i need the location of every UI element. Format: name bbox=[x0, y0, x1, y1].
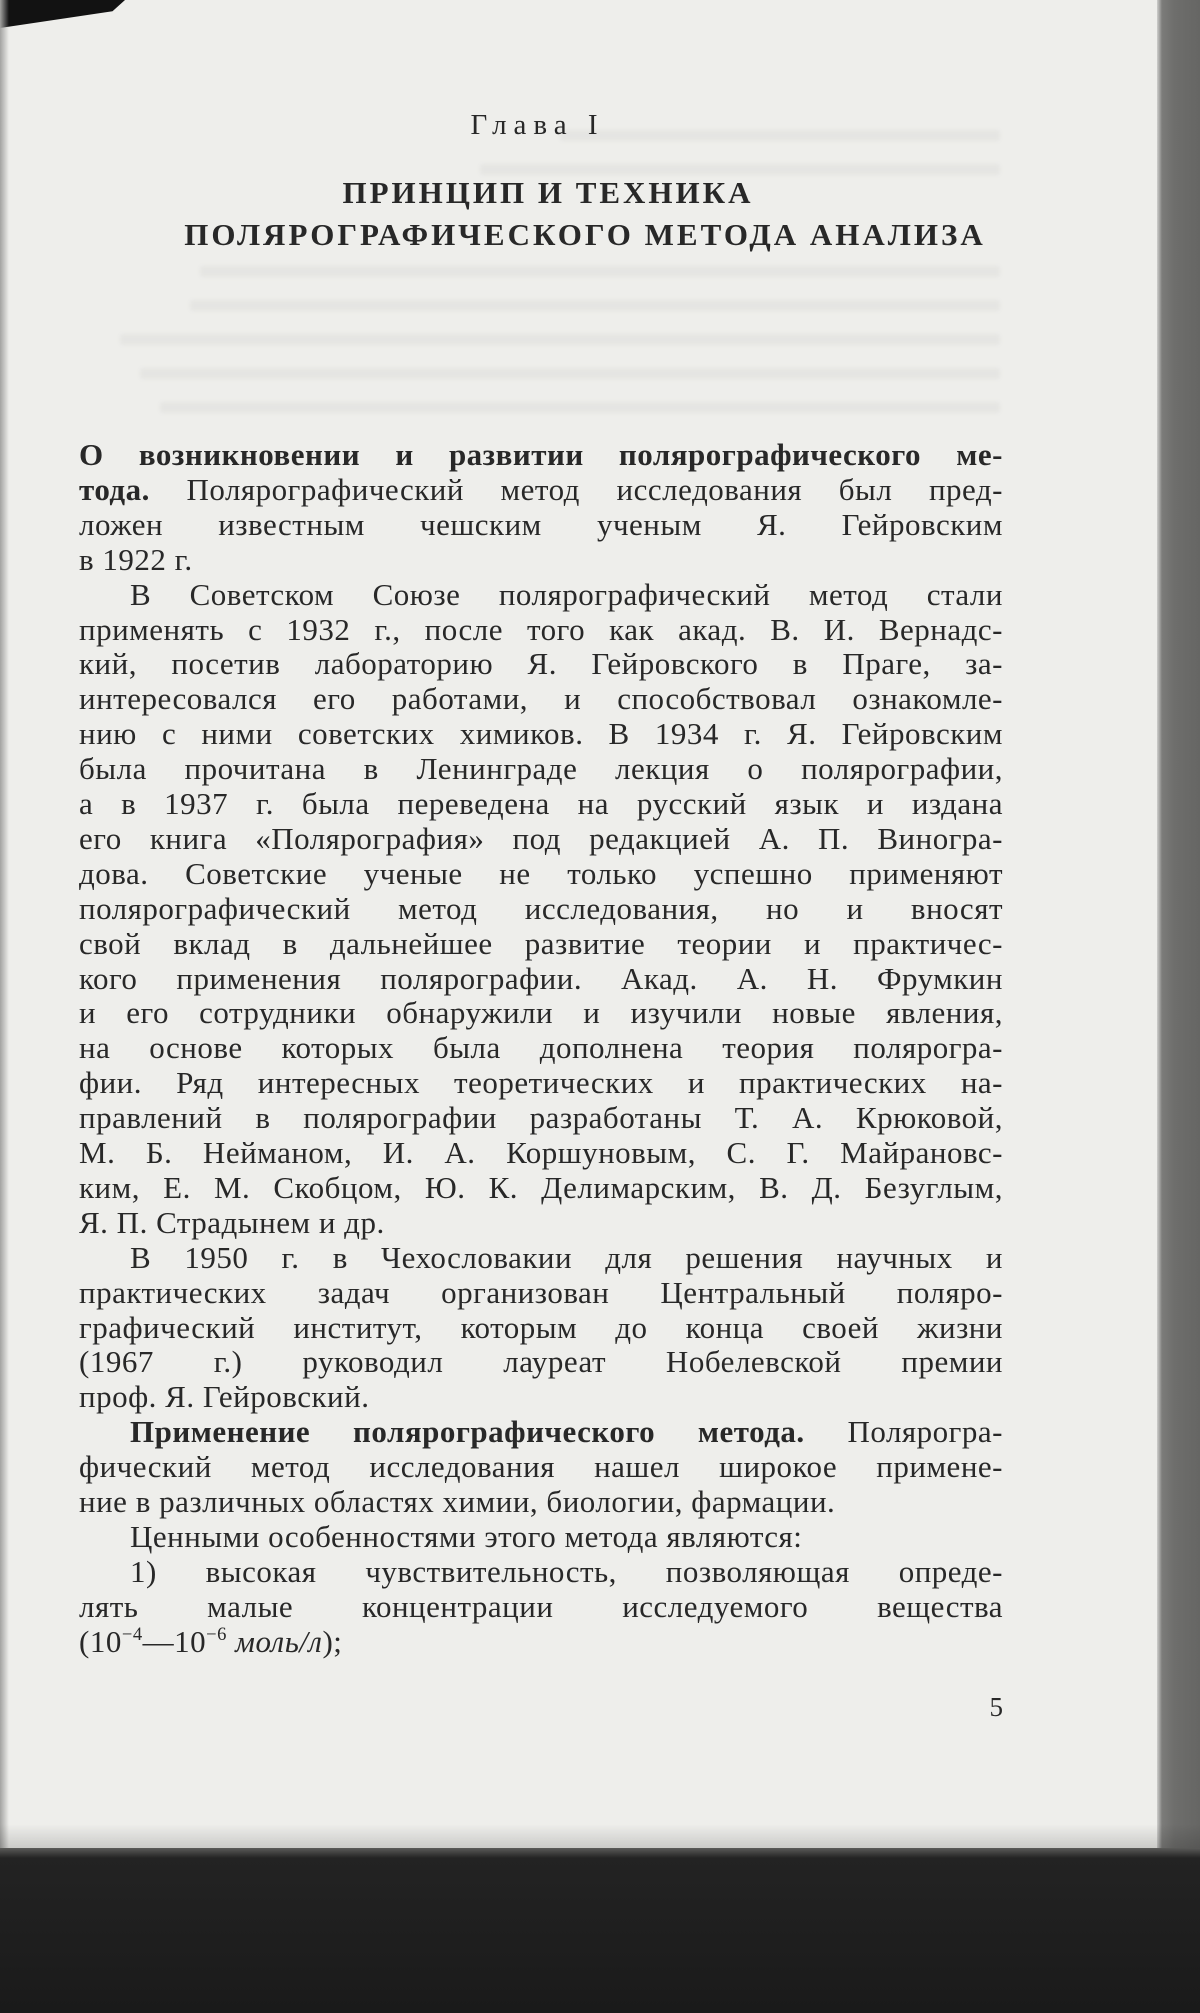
superscript: −4 bbox=[121, 1624, 143, 1646]
text-line bbox=[79, 1415, 1003, 1450]
text-line bbox=[79, 892, 1003, 927]
text-run: правлений в полярографии разработаны Т. А. Крюковой, bbox=[79, 1100, 1003, 1136]
scan-border-bottom bbox=[0, 1848, 1200, 2013]
text-run: (10 bbox=[79, 1623, 122, 1659]
bold-run: тода. bbox=[79, 471, 150, 507]
text-line bbox=[79, 1450, 1003, 1485]
text-run: кий, посетив лабораторию Я. Гейровского в Праге, за- bbox=[79, 646, 1003, 682]
text-run: кого применения полярографии. Акад. А. Н. Фрумкин bbox=[79, 960, 1003, 996]
chapter-label: Глава I bbox=[470, 109, 605, 141]
text-run: была прочитана в Ленинграде лекция о полярографии, bbox=[79, 751, 1003, 787]
text-run: М. Б. Нейманом, И. А. Коршуновым, С. Г. Майрановс- bbox=[79, 1135, 1003, 1170]
text-run: графический институт, которым до конца своей жизни bbox=[79, 1309, 1003, 1345]
text-line bbox=[79, 1171, 1003, 1206]
text-line bbox=[79, 1031, 1003, 1066]
text-line bbox=[79, 1206, 1003, 1241]
text-run: ); bbox=[322, 1623, 343, 1659]
text-run: на основе которых была дополнена теория полярогра- bbox=[79, 1030, 1003, 1066]
text-run: практических задач организован Центральный поляро- bbox=[79, 1274, 1003, 1310]
chapter-title-line-2: ПОЛЯРОГРАФИЧЕСКОГО МЕТОДА АНАЛИЗА bbox=[184, 217, 986, 252]
text-run: ложен известным чешским ученым Я. Гейровским bbox=[79, 506, 1003, 542]
superscript: −6 bbox=[206, 1624, 227, 1646]
text-run: полярографический метод исследования, но и вносят bbox=[79, 890, 1003, 926]
text-line bbox=[79, 1380, 1003, 1415]
text-line bbox=[79, 1520, 1003, 1555]
text-run: интересовался его работами, и способствовал ознакомле- bbox=[79, 681, 1003, 717]
text-run: —10 bbox=[142, 1623, 207, 1659]
bleed-through-line bbox=[190, 300, 1000, 311]
text-line bbox=[79, 1590, 1003, 1625]
text-run: его книга «Полярография» под редакцией А. П. Виногра- bbox=[79, 820, 1003, 856]
text-run: а в 1937 г. была переведена на русский язык и издана bbox=[79, 786, 1003, 821]
page-number: 5 bbox=[989, 1692, 1003, 1722]
text-run: В Советском Союзе полярографический метод стали bbox=[130, 576, 1003, 612]
text-run: лять малые концентрации исследуемого вещества bbox=[79, 1588, 1003, 1624]
text-run: нию с ними советских химиков. В 1934 г. Я. Гейровским bbox=[79, 716, 1003, 752]
text-line bbox=[79, 1345, 1003, 1380]
text-run: проф. Я. Гейровский. bbox=[79, 1379, 370, 1415]
text-run: применять с 1932 г., после того как акад. В. И. Вернадс- bbox=[79, 611, 1003, 647]
text-line bbox=[79, 1311, 1003, 1346]
text-line bbox=[79, 647, 1003, 682]
bleed-through-line bbox=[120, 334, 1000, 345]
text-run: свой вклад в дальнейшее развитие теории и практичес- bbox=[79, 925, 1003, 961]
text-line bbox=[79, 1101, 1003, 1136]
text-line bbox=[79, 543, 1003, 578]
text-run: фии. Ряд интересных теоретических и практических на- bbox=[79, 1065, 1003, 1101]
body-text bbox=[79, 438, 1003, 1678]
text-run: ким, Е. М. Скобцом, Ю. К. Делимарским, В. Д. Безуглым, bbox=[79, 1169, 1003, 1205]
text-line bbox=[79, 752, 1003, 787]
text-line bbox=[79, 1241, 1003, 1276]
text-run: дова. Советские ученые не только успешно применяют bbox=[79, 855, 1003, 891]
text-line bbox=[79, 682, 1003, 717]
text-line bbox=[79, 1625, 1003, 1660]
italic-run: моль/л bbox=[226, 1623, 323, 1659]
bleed-through-line bbox=[480, 164, 1000, 175]
text-line bbox=[79, 438, 1003, 473]
text-run: Полярогра- bbox=[804, 1414, 1003, 1450]
text-line bbox=[79, 508, 1003, 543]
text-line bbox=[79, 857, 1003, 892]
chapter-title-line-1: ПРИНЦИП И ТЕХНИКА bbox=[342, 175, 754, 210]
text-run: и его сотрудники обнаружили и изучили новые явления, bbox=[79, 995, 1003, 1031]
text-line bbox=[79, 1485, 1003, 1520]
text-run: (1967 г.) руководил лауреат Нобелевской премии bbox=[79, 1344, 1003, 1380]
bold-run: О возникновении и развитии полярографического ме- bbox=[79, 437, 1003, 472]
text-line bbox=[79, 578, 1003, 613]
text-line bbox=[79, 927, 1003, 962]
text-line bbox=[79, 822, 1003, 857]
page-bottom-shade bbox=[0, 1824, 1200, 1850]
text-run: фический метод исследования нашел широкое примене- bbox=[79, 1449, 1003, 1485]
text-line bbox=[79, 1136, 1003, 1171]
text-run: Я. П. Страдынем и др. bbox=[79, 1204, 385, 1240]
text-run: Ценными особенностями этого метода являются: bbox=[130, 1518, 803, 1554]
text-line bbox=[79, 1066, 1003, 1101]
bleed-through-line bbox=[140, 368, 1000, 379]
text-line bbox=[79, 787, 1003, 822]
bleed-through-line bbox=[160, 402, 1000, 413]
text-run: Полярографический метод исследования был пред- bbox=[149, 471, 1003, 507]
text-run: ние в различных областях химии, биологии, фармации. bbox=[79, 1484, 836, 1519]
text-line bbox=[79, 962, 1003, 997]
text-run: В 1950 г. в Чехословакии для решения научных и bbox=[130, 1239, 1003, 1275]
text-line bbox=[79, 996, 1003, 1031]
text-line bbox=[79, 717, 1003, 752]
bold-run: Применение полярографического метода. bbox=[130, 1414, 805, 1450]
bleed-through-line bbox=[200, 266, 1000, 277]
text-line bbox=[79, 473, 1003, 508]
text-run: в 1922 г. bbox=[79, 541, 193, 577]
text-line bbox=[79, 1276, 1003, 1311]
text-run: 1) высокая чувствительность, позволяющая опреде- bbox=[130, 1553, 1003, 1589]
text-line bbox=[79, 1555, 1003, 1590]
text-line bbox=[79, 613, 1003, 648]
